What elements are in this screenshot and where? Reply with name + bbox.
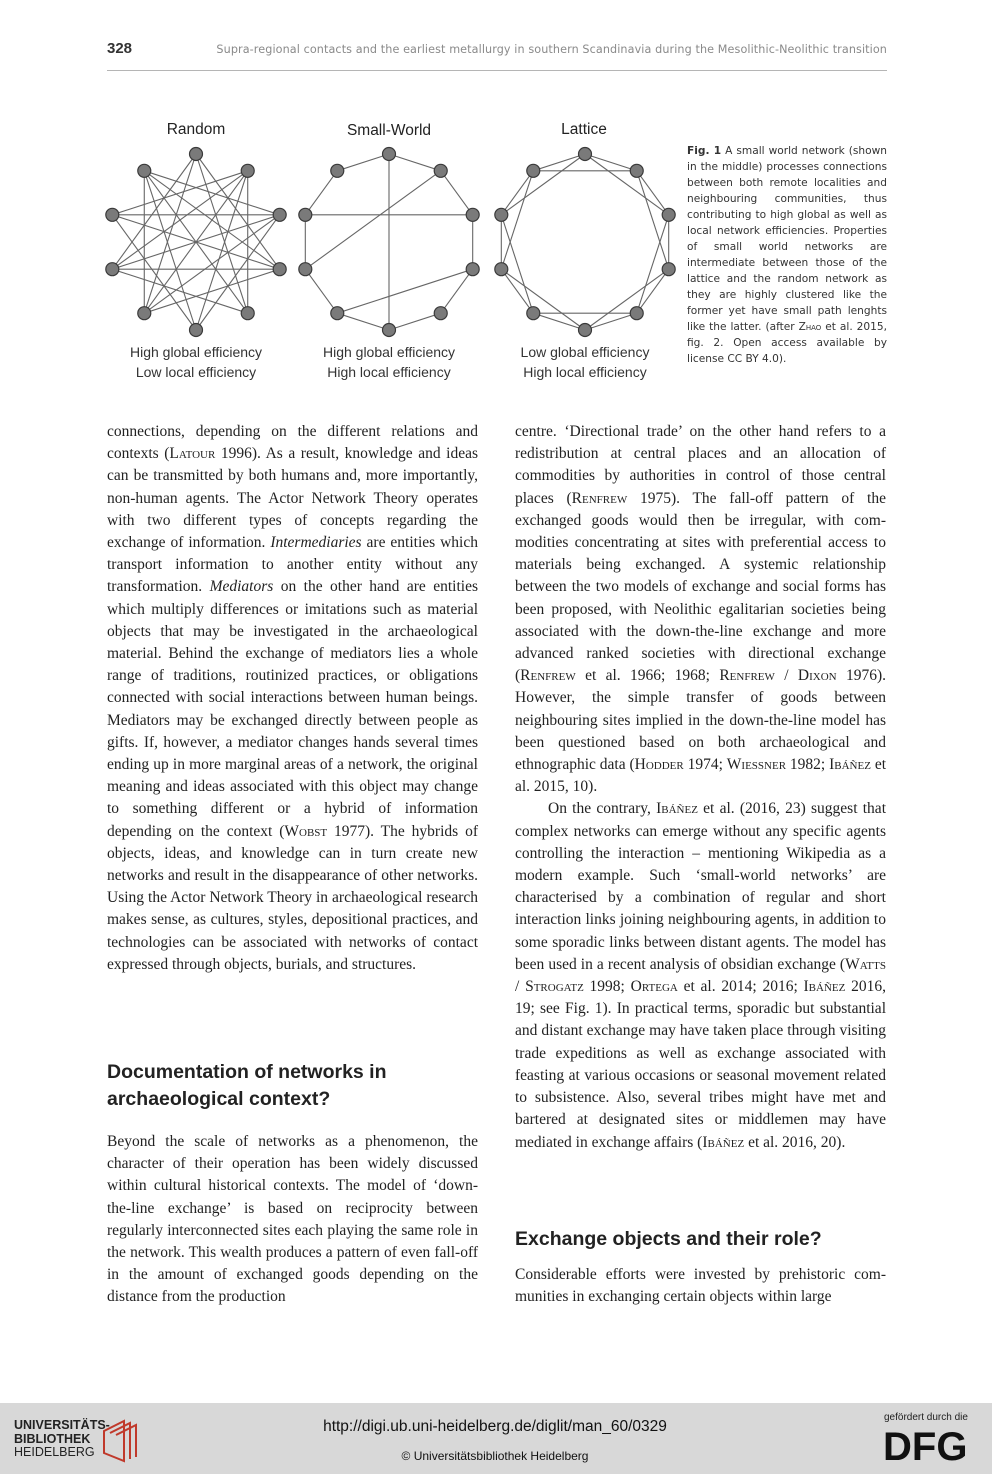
network-desc-small-world xyxy=(289,343,489,382)
lattice-network-node xyxy=(630,164,643,177)
logo-line: HEIDELBERG xyxy=(14,1445,95,1459)
small-world-network-edge xyxy=(305,171,440,269)
network-title-lattice: Lattice xyxy=(561,121,607,138)
random-network-edge xyxy=(112,154,196,269)
citation-author: Renfrew xyxy=(571,489,628,507)
section-heading-documentation: Documentation of networks in archaeological context? xyxy=(107,1061,387,1110)
right-column-continued xyxy=(515,1264,886,1308)
text: are entities which transport information to another entity without any transformation. xyxy=(107,534,478,596)
logo-line: UNIVERSITÄTS- xyxy=(14,1418,110,1432)
random-network-node xyxy=(273,208,286,221)
citation-author: Ibáñez xyxy=(829,756,871,774)
citation-author: Wobst xyxy=(284,822,328,840)
citation-author: Watts / Strogatz xyxy=(515,955,886,996)
citation-author: Wiessner xyxy=(726,756,787,774)
small-world-network-node xyxy=(331,164,344,177)
lattice-network-edge xyxy=(501,154,585,215)
text: centre. ‘Directional trade’ on the other hand refers to a redistribution at central places and an allocation of commodities by authorities in control of those central places ( xyxy=(515,423,886,507)
copyright-text: © Universitätsbibliothek Heidelberg xyxy=(401,1449,589,1463)
small-world-network-edge xyxy=(337,269,472,313)
lattice-network-edge xyxy=(637,269,669,313)
funding-note: gefördert durch die xyxy=(884,1412,968,1423)
citation-author: Latour xyxy=(169,445,216,463)
network-desc-line: High global efficiency xyxy=(129,344,263,360)
citation-author: Ibáñez xyxy=(803,978,846,996)
small-world-network-edge xyxy=(441,171,473,215)
lattice-network-edge xyxy=(501,269,533,313)
small-world-network-edge xyxy=(389,154,441,171)
random-network-edge xyxy=(112,269,247,313)
small-world-network-edge xyxy=(305,269,337,313)
small-world-network-node xyxy=(383,148,396,161)
random-network-edge xyxy=(144,171,279,215)
ub-logo-mark-icon xyxy=(102,1413,142,1463)
small-world-network-diagram xyxy=(289,157,489,357)
lattice-network-node xyxy=(579,324,592,337)
small-world-network-edge xyxy=(337,313,389,330)
small-world-network-node xyxy=(466,208,479,221)
text: 1977). The hybrids of objects, ideas, and knowledge can in turn create new networks and result in the disappearance of other networks. Using the Actor Network Theory in archaeological research makes sense, as cultures, styles, depositional practices, and technologies can be associated with networks of contact expressed through objects, burials, and structures. xyxy=(107,822,478,973)
lattice-network-node xyxy=(579,148,592,161)
random-network-diagram xyxy=(96,157,296,357)
text: et al. 2015, 10). xyxy=(515,756,886,796)
text: 1996). As a result, knowledge and ideas can be transmitted by both humans and, more importantly, non-human agents. The Actor Network Theory operates with two different types of concepts regarding the exchange of information. xyxy=(107,445,478,552)
network-desc-line: Low local efficiency xyxy=(135,363,257,380)
random-network-node xyxy=(106,263,119,276)
text: 2016, 19; see Fig. 1). In practical terms, sporadic but substantial and distant exchange may have taken place through visiting trade expeditions as well as exchange associated with feasting at various occasions or seasonal movement related to subsistence. Also, several tribes might have met and bartered at designated sites or middlemen may have mediated in exchange affairs ( xyxy=(515,978,886,1151)
text: on the other hand are entities which multiply differences or imitations such as material objects that may be investigated in the archaeological material. Behind the exchange of mediators lies a whole range of traditions, routinized practices, or obligations connected with social interactions between human beings. Mediators may be exchanged directly between people as gifts. If, however, a mediator changes hands several times ending up in more marginal areas of a network, the original meaning and ideas associated with this object may change to something different or a hybrid of information depending on the context ( xyxy=(107,578,478,840)
lattice-network-node xyxy=(662,208,675,221)
random-network-edge xyxy=(144,171,196,330)
text: On the contrary, xyxy=(548,800,657,818)
random-network-node xyxy=(273,263,286,276)
citation-author: Renfrew / Dixon xyxy=(719,667,837,685)
lattice-network-node xyxy=(495,263,508,276)
random-network-node xyxy=(138,164,151,177)
text: et al. (2016, 23) suggest that complex networks can emerge without any specific agents controlling the interaction – mentioning Wikipedia as a modern example. Such ‘small-world networks’ are characterised by a combination of regular and short interaction links joining neighbouring agents, in addition to some sporadic links between distant agents. The model has been used in a recent analysis of obsidian exchange ( xyxy=(515,800,886,973)
text: 1974; xyxy=(683,756,727,774)
page-number: 328 xyxy=(107,40,133,57)
small-world-network-node xyxy=(299,263,312,276)
random-network-node xyxy=(138,307,151,320)
section-heading-exchange-objects: Exchange objects and their role? xyxy=(515,1228,822,1250)
lattice-network-edge xyxy=(501,269,585,330)
dfg-logo xyxy=(882,1425,978,1465)
paragraph xyxy=(107,421,478,976)
random-network-node xyxy=(241,164,254,177)
figure-caption xyxy=(687,143,887,367)
caption-text-end: et al. 2015, fig. 2. Open access available by license CC BY 4.0). xyxy=(687,321,887,365)
text: et al. 2014; 2016; xyxy=(677,978,804,996)
small-world-network-node xyxy=(466,263,479,276)
small-world-network-node xyxy=(434,307,447,320)
caption-author: Zhao xyxy=(798,321,822,333)
small-world-network-edge xyxy=(441,269,473,313)
network-title-random: Random xyxy=(166,121,226,138)
text: et al. 2016, 20). xyxy=(744,1133,846,1151)
network-desc-random xyxy=(96,343,296,382)
ub-heidelberg-logo xyxy=(14,1419,110,1460)
random-network-edge xyxy=(144,269,279,313)
text: et al. 1966; 1968; xyxy=(575,667,720,685)
running-title: Supra-regional contacts and the earliest metallurgy in southern Scandinavia during the Mesolithic-Neolithic transition xyxy=(216,43,887,56)
source-url-link[interactable]: http://digi.ub.uni-heidelberg.de/diglit/man_60/0329 xyxy=(323,1418,667,1435)
network-desc-line: High global efficiency xyxy=(322,344,456,360)
figure-1 xyxy=(100,115,660,395)
right-column xyxy=(515,421,886,1154)
small-world-network-edge xyxy=(389,313,441,330)
lattice-network-edge xyxy=(533,154,585,171)
lattice-network-node xyxy=(630,307,643,320)
random-network-node xyxy=(106,208,119,221)
random-network-node xyxy=(241,307,254,320)
citation-author: Hodder xyxy=(634,756,684,774)
small-world-network-node xyxy=(383,324,396,337)
footer-bar xyxy=(0,1403,992,1474)
random-network-edge xyxy=(196,154,280,269)
random-network-node xyxy=(190,148,203,161)
lattice-network-node xyxy=(527,307,540,320)
citation-author: Ortega xyxy=(630,978,678,996)
text: 1998; xyxy=(583,978,631,996)
lattice-network-edge xyxy=(585,269,669,330)
small-world-network-node xyxy=(434,164,447,177)
page-header xyxy=(107,38,887,71)
lattice-network-edge xyxy=(637,171,669,215)
figure-label: Fig. 1 xyxy=(687,145,722,157)
lattice-network-edge xyxy=(501,171,533,215)
left-column xyxy=(107,421,478,976)
network-desc-line: High local efficiency xyxy=(523,363,647,380)
term-intermediaries: Intermediaries xyxy=(270,534,362,552)
text: 1975). The fall-off pattern of the exchanged goods would then be irregular, with commodities concentrating at sites with preferential access to materials being exchanged. A systemic relationship between the two models of exchange and social forms has been proposed, with Neolithic egalitarian societies being associated with the down-the-line exchange and more advanced ranked societies with directional exchange ( xyxy=(515,489,886,685)
random-network-edge xyxy=(112,171,247,215)
network-desc-line: High local efficiency xyxy=(327,363,451,380)
random-network-edge xyxy=(112,215,196,330)
random-network-edge xyxy=(196,215,280,330)
text: 1982; xyxy=(786,756,830,774)
text: connections, depending on the different relations and contexts ( xyxy=(107,423,478,463)
small-world-network-edge xyxy=(337,154,389,171)
lattice-network-node xyxy=(495,208,508,221)
lattice-network-edge xyxy=(585,154,637,171)
logo-line: BIBLIOTHEK xyxy=(14,1431,91,1446)
random-network-edge xyxy=(144,171,279,269)
lattice-network-node xyxy=(662,263,675,276)
lattice-network-diagram xyxy=(485,157,685,357)
lattice-network-edge xyxy=(585,154,669,215)
network-desc-lattice xyxy=(485,343,685,382)
small-world-network-node xyxy=(299,208,312,221)
caption-text: A small world network (shown in the middle) processes connections between both remote localities and neighbouring communities, thus contributing to high global as well as local network efficiencies. Properties of small world networks are intermediate between those of the lattice and the random network as they are highly clustered like the former yet have small path lenghts like the latter. (after xyxy=(687,145,888,333)
network-desc-line: Low global efficiency xyxy=(520,344,650,360)
left-column-continued xyxy=(107,1131,478,1309)
paragraph: Beyond the scale of networks as a phenomenon, the character of their operation has been widely discussed within cultural historical contexts. The model of ‘down-the-line exchange’ is based on reciprocity between regularly interconnected sites each playing the same role in the network. This wealth produces a pattern of even fall-off in the amount of exchanged goods depending on the distance from the production xyxy=(107,1133,478,1306)
citation-author: Renfrew xyxy=(520,667,576,685)
random-network-node xyxy=(190,324,203,337)
paragraph xyxy=(515,421,886,798)
citation-author: Ibáñez xyxy=(656,800,698,818)
lattice-network-edge xyxy=(585,313,637,330)
term-mediators: Mediators xyxy=(209,578,274,596)
lattice-network-edge xyxy=(533,313,585,330)
small-world-network-node xyxy=(331,307,344,320)
dfg-logo-text: DFG xyxy=(883,1425,968,1465)
citation-author: Ibáñez xyxy=(702,1133,745,1151)
lattice-network-node xyxy=(527,164,540,177)
paragraph xyxy=(515,798,886,1153)
text: 1976). However, the simple transfer of goods between neighbouring sites implied in the down-the-line model has been questioned based on both archaeological and ethnographic data ( xyxy=(515,667,886,774)
network-title-small-world: Small-World xyxy=(346,122,432,139)
paragraph: Considerable efforts were invested by prehistoric communities in exchanging certain objects within large xyxy=(515,1266,886,1306)
random-network-edge xyxy=(196,171,248,330)
small-world-network-edge xyxy=(305,171,337,215)
